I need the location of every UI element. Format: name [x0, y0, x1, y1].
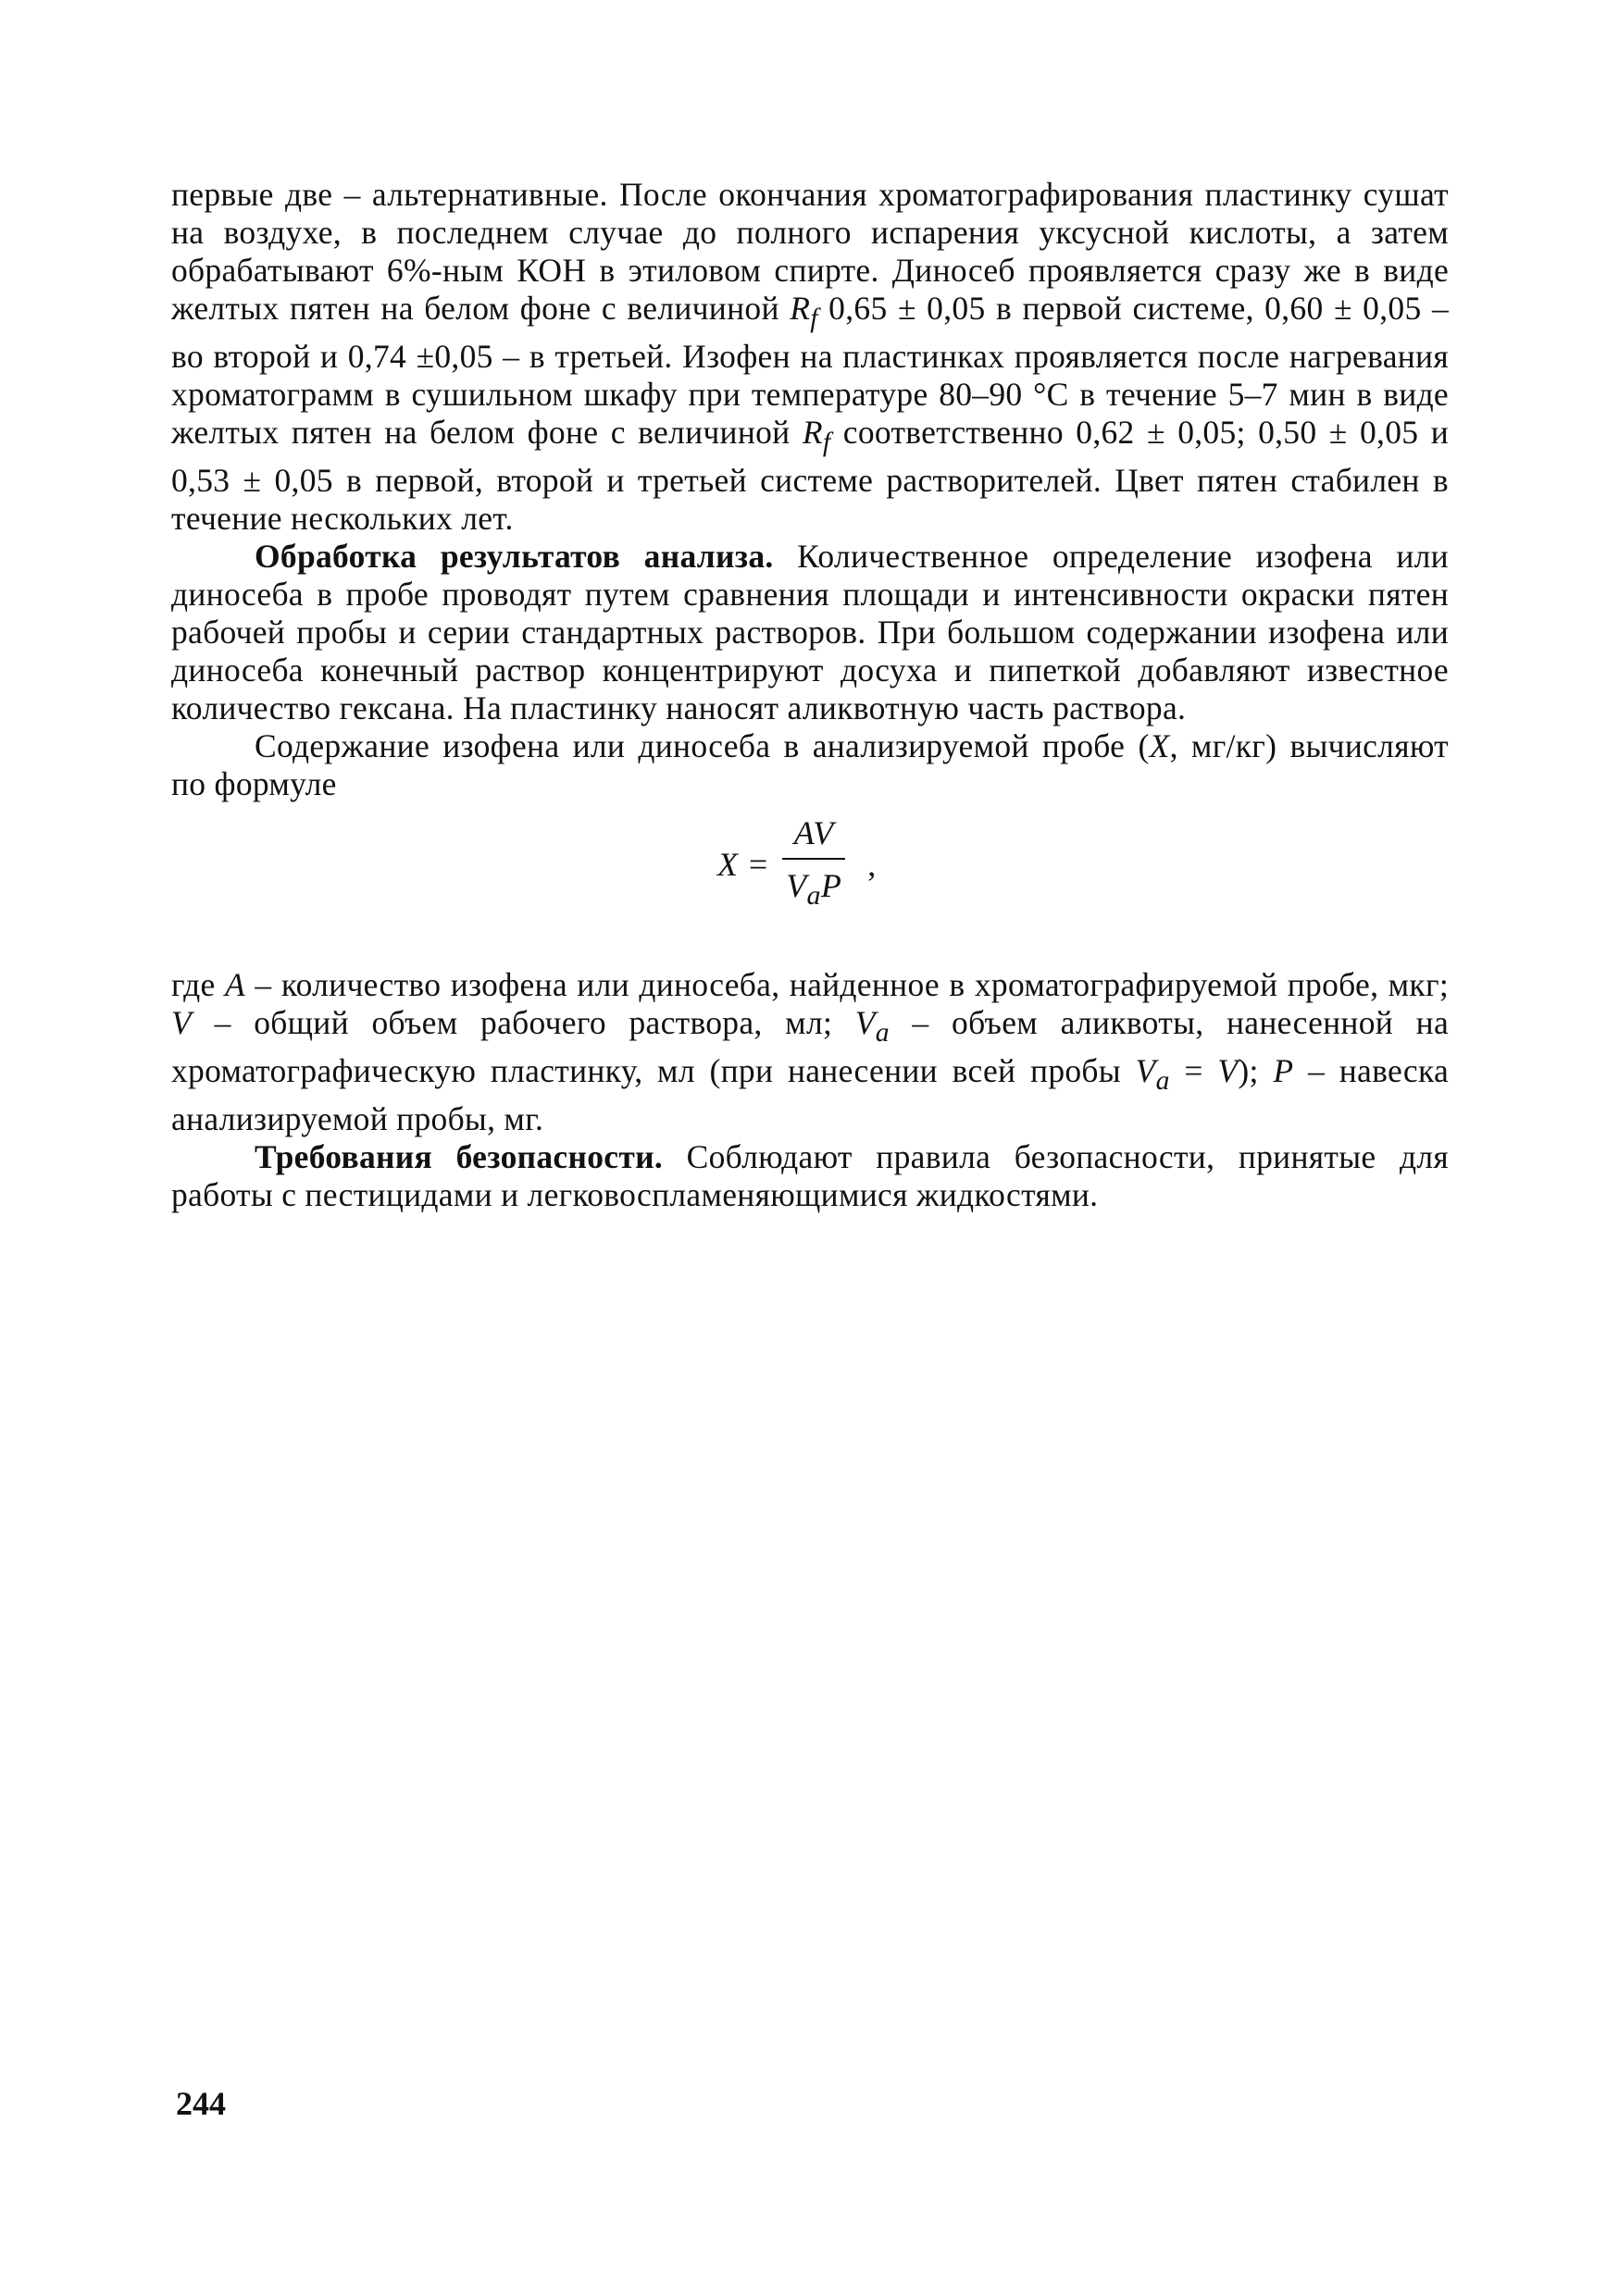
- paragraph-content-formula-intro: Содержание изофена или диносеба в анализируемой пробе (X, мг/кг) вычисляют по формуле: [171, 727, 1449, 803]
- formula-lhs: X =: [717, 845, 770, 883]
- section-heading: Требования безопасности.: [255, 1138, 664, 1176]
- paragraph-results-processing: Обработка результатов анализа. Количественное определение изофена или диносеба в пробе проводят путем сравнения площади и интенсивности окраски пятен рабочей пробы и серии стандартных растворов. При большом содержании изофена или диносеба конечный раствор концентрируют досуха и пипеткой добавляют известное количество гексана. На пластинку наносят аликвотную часть раствора.: [171, 538, 1449, 727]
- paragraph-formula-legend: где A – количество изофена или диносеба, найденное в хроматографируемой пробе, мкг; V – общий объем рабочего раствора, мл; $V_a$ – объем аликвоты, нанесенной на хроматографическую пластинку, мл (при нанесении всей пробы $V_a = V$); P – навеска анализируемой пробы, мг.: [171, 966, 1450, 1138]
- page-number: 244: [176, 2085, 226, 2122]
- formula-numerator: AV: [793, 814, 834, 852]
- page-text: [171, 176, 1449, 1214]
- formula: X = $\frac{AV}{V_aP}$ ,: [717, 814, 877, 914]
- formula-denominator: $V_aP$: [786, 867, 842, 912]
- rf-symbol: $R_f$: [790, 290, 818, 334]
- section-heading: Обработка результатов анализа.: [255, 538, 774, 576]
- rf-symbol: $R_f$: [802, 414, 831, 458]
- paragraph-detection: первые две – альтернативные. После окончания хроматографирования пластинку сушат на воздухе, в последнем случае до полного испарения уксусной кислоты, а затем обрабатывают 6%-ным КОН в этиловом спирте. Диносеб проявляется сразу же в виде желтых пятен на белом фоне с величиной $R_f$ 0,65 ± 0,05 в первой системе, 0,60 ± 0,05 – во второй и 0,74 ±0,05 – в третьей. Изофен на пластинках проявляется после нагревания хроматограмм в сушильном шкафу при температуре 80–90 °С в течение 5–7 мин в виде желтых пятен на белом фоне с величиной $R_f$ соответственно 0,62 ± 0,05; 0,50 ± 0,05 и 0,53 ± 0,05 в первой, второй и третьей системе растворителей. Цвет пятен стабилен в течение нескольких лет.: [171, 176, 1449, 538]
- formula-fraction: [782, 814, 845, 914]
- formula-block: [171, 805, 1449, 962]
- paragraph-safety: Требования безопасности. Соблюдают правила безопасности, принятые для работы с пестицидами и легковоспламеняющимися жидкостями.: [171, 1138, 1449, 1214]
